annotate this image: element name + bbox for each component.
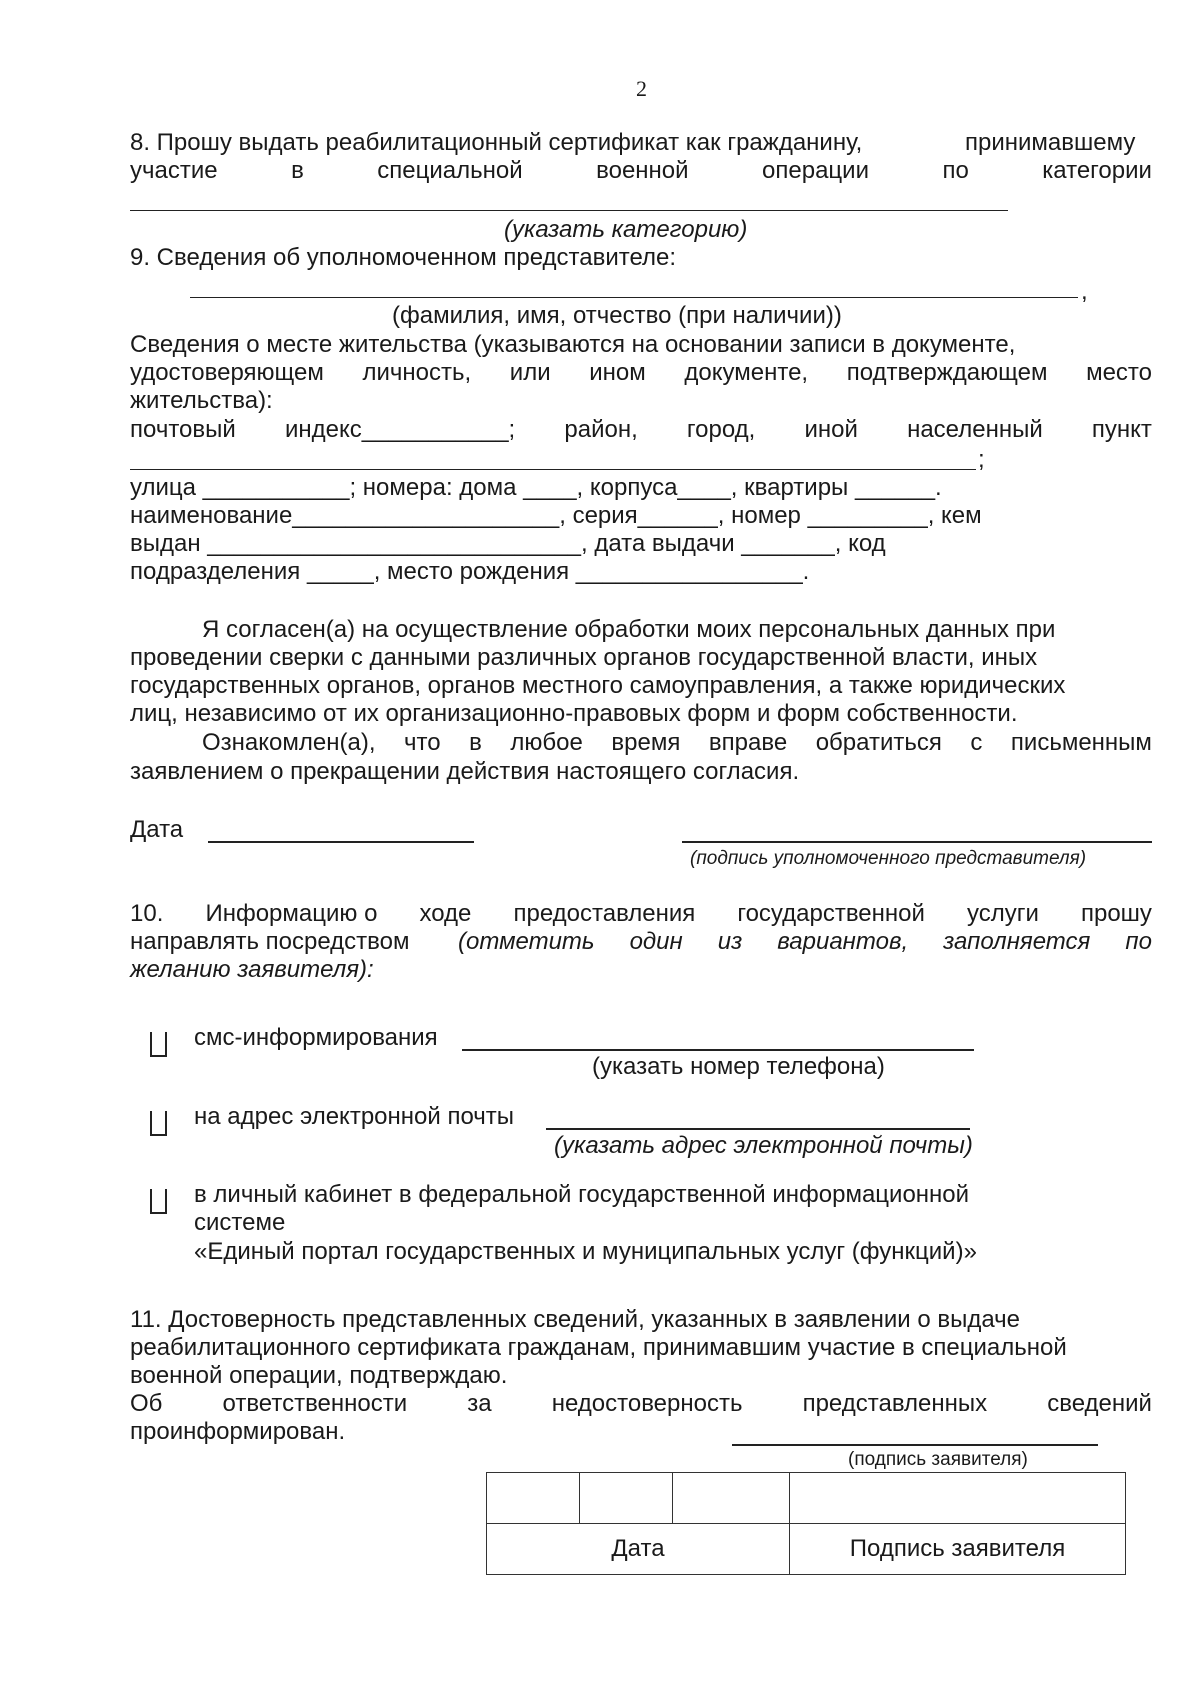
- s8-word: участие: [130, 157, 218, 184]
- consent-p1-l4: лиц, независимо от их организационно-правовых форм и форм собственности.: [130, 700, 1018, 727]
- table-signature-label: Подпись заявителя: [790, 1524, 1126, 1575]
- consent-p1-l3: государственных органов, органов местного самоуправления, а также юридических: [130, 672, 1066, 699]
- word: в: [469, 729, 482, 756]
- s10-line2-plain: направлять посредством: [130, 928, 410, 955]
- cabinet-line3: «Единый портал государственных и муниципальных услуг (функций)»: [194, 1238, 977, 1265]
- word: по: [1125, 928, 1152, 955]
- category-line[interactable]: [130, 210, 1008, 211]
- email-label: на адрес электронной почты: [194, 1103, 515, 1130]
- department-line: подразделения _____, место рождения _________________.: [130, 558, 810, 585]
- word: любое: [510, 729, 583, 756]
- category-hint: (указать категорию): [504, 216, 748, 243]
- word: 10.: [130, 900, 164, 927]
- word: недостоверность: [551, 1390, 743, 1417]
- cabinet-checkbox[interactable]: [150, 1189, 167, 1214]
- s11-line2: реабилитационного сертификата гражданам, принимавшим участие в специальной: [130, 1334, 1067, 1361]
- s8-word: специальной: [377, 157, 523, 184]
- date-field-line[interactable]: [208, 841, 474, 843]
- date-cell-year[interactable]: [673, 1473, 790, 1524]
- word: вариантов,: [777, 928, 909, 955]
- word: за: [467, 1390, 492, 1417]
- word: обратиться: [815, 729, 942, 756]
- document-line: наименование____________________, серия______, номер _________, кем: [130, 502, 982, 529]
- email-hint: (указать адрес электронной почты): [554, 1132, 973, 1159]
- word: что: [404, 729, 441, 756]
- consent-p2-l2: заявлением о прекращении действия настоящего согласия.: [130, 758, 800, 785]
- word: с: [970, 729, 983, 756]
- signature-cell[interactable]: [790, 1473, 1126, 1524]
- cabinet-line1: в личный кабинет в федеральной государственной информационной: [194, 1181, 970, 1208]
- word: из: [717, 928, 743, 955]
- sms-checkbox[interactable]: [150, 1032, 167, 1057]
- s10-line3: желанию заявителя):: [130, 956, 374, 983]
- s8-word: по: [942, 157, 969, 184]
- word: Информацию о: [205, 900, 378, 927]
- locality-end: ;: [978, 446, 985, 473]
- s8-word: категории: [1042, 157, 1152, 184]
- signature-table: [486, 1472, 1126, 1575]
- word: (отметить: [458, 928, 595, 955]
- s10-line1: [130, 902, 1152, 926]
- word: населенный: [907, 416, 1043, 443]
- phone-hint: (указать номер телефона): [592, 1053, 885, 1080]
- applicant-signature-line[interactable]: [732, 1444, 1098, 1446]
- word: письменным: [1010, 729, 1152, 756]
- word: район,: [564, 416, 638, 443]
- word: сведений: [1047, 1390, 1152, 1417]
- word: ответственности: [222, 1390, 408, 1417]
- name-hint: (фамилия, имя, отчество (при наличии)): [392, 302, 842, 329]
- consent-p1-l1: Я согласен(а) на осуществление обработки моих персональных данных при: [202, 616, 1056, 643]
- table-date-label: Дата: [487, 1524, 790, 1575]
- word: место: [1086, 359, 1152, 386]
- word: удостоверяющем: [130, 359, 324, 386]
- word: пункт: [1091, 416, 1152, 443]
- word: почтовый: [130, 416, 236, 443]
- page-number: 2: [636, 76, 647, 101]
- word: или: [509, 359, 551, 386]
- word: подтверждающем: [846, 359, 1048, 386]
- word: один: [629, 928, 683, 955]
- word: Об: [130, 1390, 163, 1417]
- word: индекс___________;: [284, 416, 516, 443]
- sms-label: смс-информирования: [194, 1024, 438, 1051]
- word: Ознакомлен(а),: [202, 729, 376, 756]
- street-line: улица ___________; номера: дома ____, корпуса____, квартиры ______.: [130, 474, 942, 501]
- s8-word: операции: [762, 157, 869, 184]
- residence-line3: жительства):: [130, 387, 273, 414]
- s11-line5: проинформирован.: [130, 1418, 346, 1445]
- consent-p1-l2: проведении сверки с данными различных органов государственной власти, иных: [130, 644, 1038, 671]
- representative-signature-line[interactable]: [682, 841, 1152, 843]
- s8-line1-end: принимавшему: [965, 129, 1136, 156]
- applicant-signature-hint: (подпись заявителя): [848, 1449, 1028, 1470]
- word: услуги: [967, 900, 1039, 927]
- date-label: Дата: [130, 816, 184, 843]
- s8-word: военной: [596, 157, 689, 184]
- locality-line[interactable]: [130, 469, 976, 470]
- representative-signature-hint: (подпись уполномоченного представителя): [690, 848, 1087, 869]
- word: вправе: [708, 729, 788, 756]
- word: государственной: [737, 900, 925, 927]
- s10-line2-italic: [458, 930, 1152, 954]
- residence-line1: Сведения о месте жительства (указываются на основании записи в документе,: [130, 331, 1016, 358]
- date-cell-day[interactable]: [487, 1473, 580, 1524]
- word: город,: [686, 416, 756, 443]
- word: предоставления: [513, 900, 696, 927]
- phone-field-line[interactable]: [462, 1049, 974, 1051]
- s8-word: в: [291, 157, 304, 184]
- residence-line2: [130, 361, 1152, 385]
- issued-line: выдан ____________________________, дата выдачи _______, код: [130, 530, 886, 557]
- word: иной: [804, 416, 858, 443]
- comma: ,: [1081, 278, 1088, 305]
- s8-line2: [130, 159, 1152, 183]
- s11-line3: военной операции, подтверждаю.: [130, 1362, 508, 1389]
- s8-line1: 8. Прошу выдать реабилитационный сертификат как гражданину,: [130, 129, 863, 156]
- representative-name-line[interactable]: [190, 297, 1078, 298]
- date-cell-month[interactable]: [580, 1473, 673, 1524]
- word: ином: [589, 359, 646, 386]
- s11-line1: 11. Достоверность представленных сведений, указанных в заявлении о выдаче: [130, 1306, 1021, 1333]
- word: документе,: [684, 359, 809, 386]
- word: ходе: [419, 900, 472, 927]
- word: представленных: [802, 1390, 988, 1417]
- email-checkbox[interactable]: [150, 1111, 167, 1136]
- word: личность,: [362, 359, 472, 386]
- s9-title: 9. Сведения об уполномоченном представителе:: [130, 244, 677, 271]
- postal-line: [130, 418, 1152, 442]
- word: время: [611, 729, 681, 756]
- email-field-line[interactable]: [546, 1128, 970, 1130]
- cabinet-line2: системе: [194, 1209, 286, 1236]
- word: заполняется: [943, 928, 1091, 955]
- word: прошу: [1080, 900, 1152, 927]
- consent-p2-l1: [202, 731, 1152, 755]
- s11-line4: [130, 1392, 1152, 1416]
